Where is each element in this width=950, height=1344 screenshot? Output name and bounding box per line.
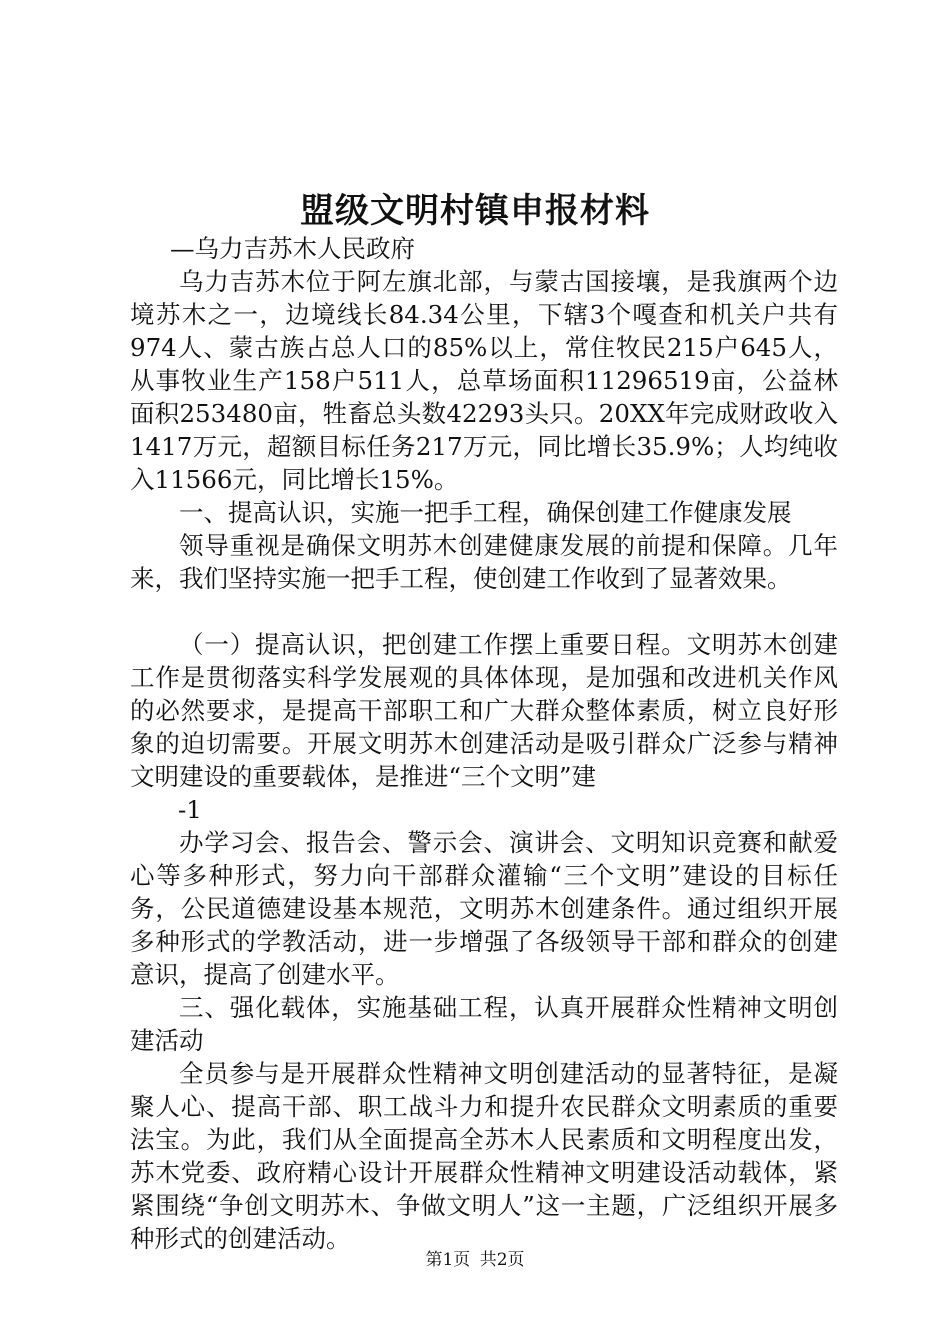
paragraph-leadership: 领导重视是确保文明苏木创建健康发展的前提和保障。几年来，我们坚持实施一把手工程，使创建工作收到了显著效果。 [130,531,838,593]
page-break-marker: -1 [178,795,202,824]
paragraph-activities: 办学习会、报告会、警示会、演讲会、文明知识竞赛和献爱心等多种形式，努力向干部群众灌输“三个文明”建设的目标任务，公民道德建设基本规范，文明苏木创建条件。通过组织开展多种形式的学教活动，进一步增强了各级领导干部和群众的创建意识，提高了创建水平。 [130,828,838,989]
section-heading-3: 三、强化载体，实施基础工程，认真开展群众性精神文明创建活动 [130,993,838,1055]
document-body [130,232,838,1255]
paragraph-subsection-1: （一）提高认识，把创建工作摆上重要日程。文明苏木创建工作是贯彻落实科学发展观的具体体现，是加强和改进机关作风的必然要求，是提高干部职工和广大群众整体素质，树立良好形象的迫切需要。开展文明苏木创建活动是吸引群众广泛参与精神文明建设的重要载体，是推进“三个文明”建 [130,630,838,791]
page-footer: 第1页 共2页 [425,1250,525,1270]
section-heading-1: 一、提高认识，实施一把手工程，确保创建工作健康发展 [179,498,792,527]
paragraph-intro: 乌力吉苏木位于阿左旗北部，与蒙古国接壤，是我旗两个边境苏木之一，边境线长84.34公里，下辖3个嘎查和机关户共有974人、蒙古族占总人口的85%以上，常住牧民215户645人，从事牧业生产158户511人，总草场面积11296519亩，公益林面积253480亩，牲畜总头数42293头只。20XX年完成财政收入1417万元，超额目标任务217万元，同比增长35.9%；人均纯收入11566元，同比增长15%。 [130,267,838,494]
document-subtitle: —乌力吉苏木人民政府 [170,234,415,263]
paragraph-participation: 全员参与是开展群众性精神文明创建活动的显著特征，是凝聚人心、提高干部、职工战斗力和提升农民群众文明素质的重要法宝。为此，我们从全面提高全苏木人民素质和文明程度出发，苏木党委、政府精心设计开展群众性精神文明建设活动载体，紧紧围绕“争创文明苏木、争做文明人”这一主题，广泛组织开展多种形式的创建活动。 [130,1059,838,1253]
document-title: 盟级文明村镇申报材料 [300,191,650,231]
